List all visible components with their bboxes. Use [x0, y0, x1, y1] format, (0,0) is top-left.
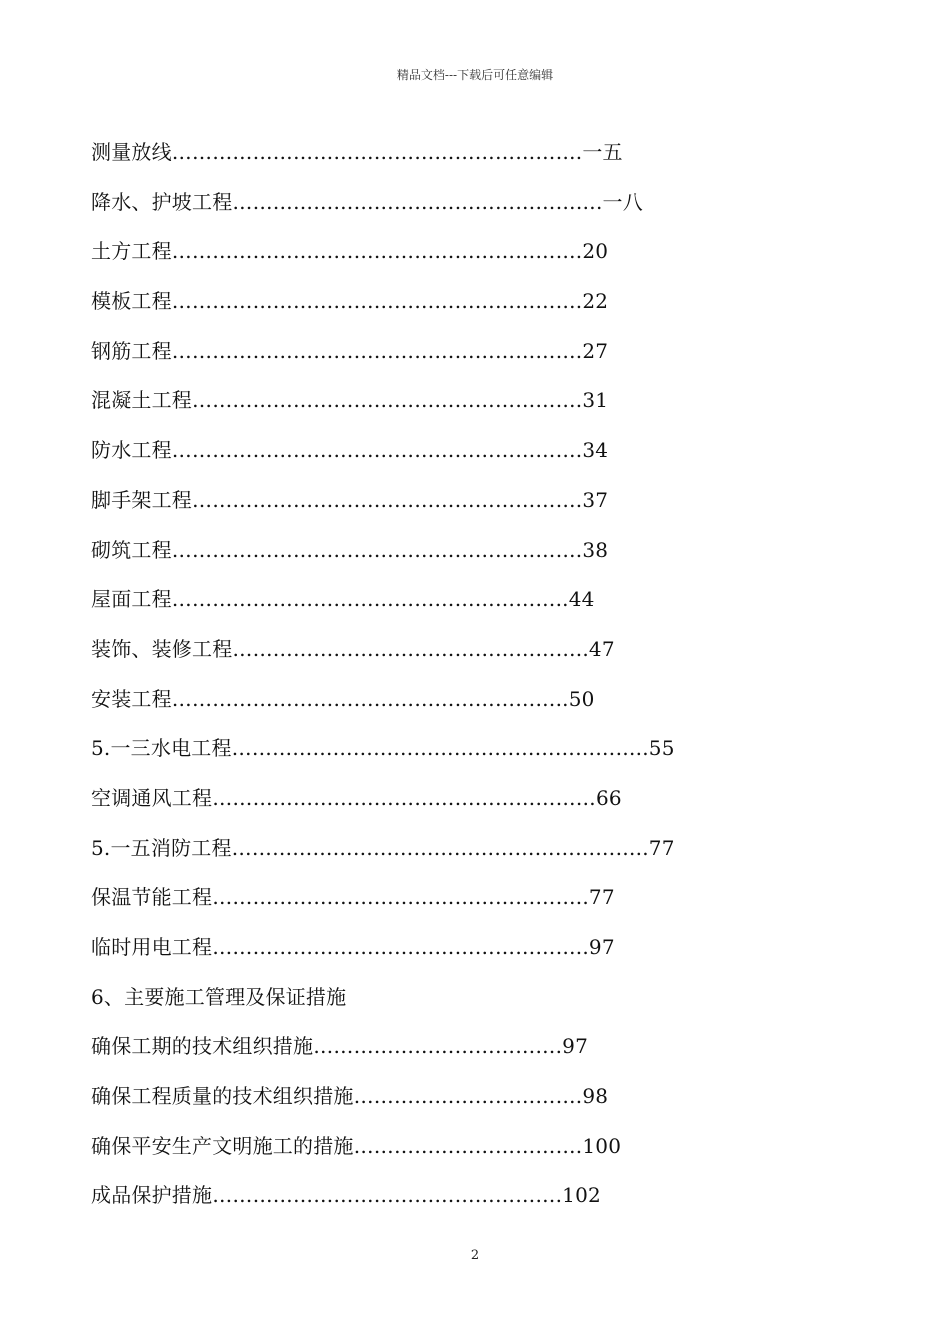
toc-entry-decoration: 装饰、装修工程……………………………………………..47: [91, 636, 615, 661]
toc-entry-concrete: 混凝土工程………………………………………………….31: [91, 388, 609, 413]
toc-entry-installation: 安装工程…………………………………………………..50: [91, 686, 595, 711]
page-number: 2: [470, 1248, 480, 1263]
toc-entry-temporary-power: 临时用电工程………………………………………………..97: [91, 935, 615, 959]
toc-entry-water-electric: 5.一三水电工程……………………………………………………..55: [91, 736, 675, 761]
toc-entry-quality-measures: 确保工程质量的技术组织措施…………………………….98: [91, 1084, 609, 1109]
toc-entry-product-protection: 成品保护措施…………………………………………….102: [91, 1183, 601, 1208]
page-header: 精品文档---下载后可任意编辑: [396, 68, 554, 82]
toc-entry-insulation: 保温节能工程………………………………………………..77: [91, 885, 615, 910]
toc-entry-masonry: 砌筑工程…………………………………………………….38: [91, 537, 609, 562]
toc-entry-hvac: 空调通风工程…………………………………………………66: [91, 785, 622, 810]
toc-entry-earthwork: 土方工程…………………………………………………….20: [91, 239, 609, 264]
toc-entry-safety-measures: 确保平安生产文明施工的措施…………………………….100: [91, 1133, 622, 1158]
toc-section-heading: 6、主要施工管理及保证措施: [91, 984, 347, 1009]
toc-entry-roofing: 屋面工程…………………………………………………..44: [91, 587, 595, 612]
toc-entry-survey-layout: 测量放线…………………………………………………….一五: [91, 140, 623, 164]
toc-entry-formwork: 模板工程…………………………………………………….22: [91, 289, 609, 314]
toc-entry-reinforcement: 钢筋工程…………………………………………………….27: [91, 338, 609, 363]
toc-entry-fire-protection: 5.一五消防工程……………………………………………………..77: [91, 835, 675, 860]
table-of-contents: [91, 130, 871, 1223]
toc-entry-dewatering-slope-protection: 降水、护坡工程……………………………………………….一八: [91, 189, 643, 214]
toc-entry-scaffolding: 脚手架工程………………………………………………….37: [91, 487, 609, 512]
toc-entry-schedule-measures: 确保工期的技术组织措施……………………………….97: [91, 1034, 589, 1059]
toc-entry-waterproofing: 防水工程…………………………………………………….34: [91, 438, 609, 463]
